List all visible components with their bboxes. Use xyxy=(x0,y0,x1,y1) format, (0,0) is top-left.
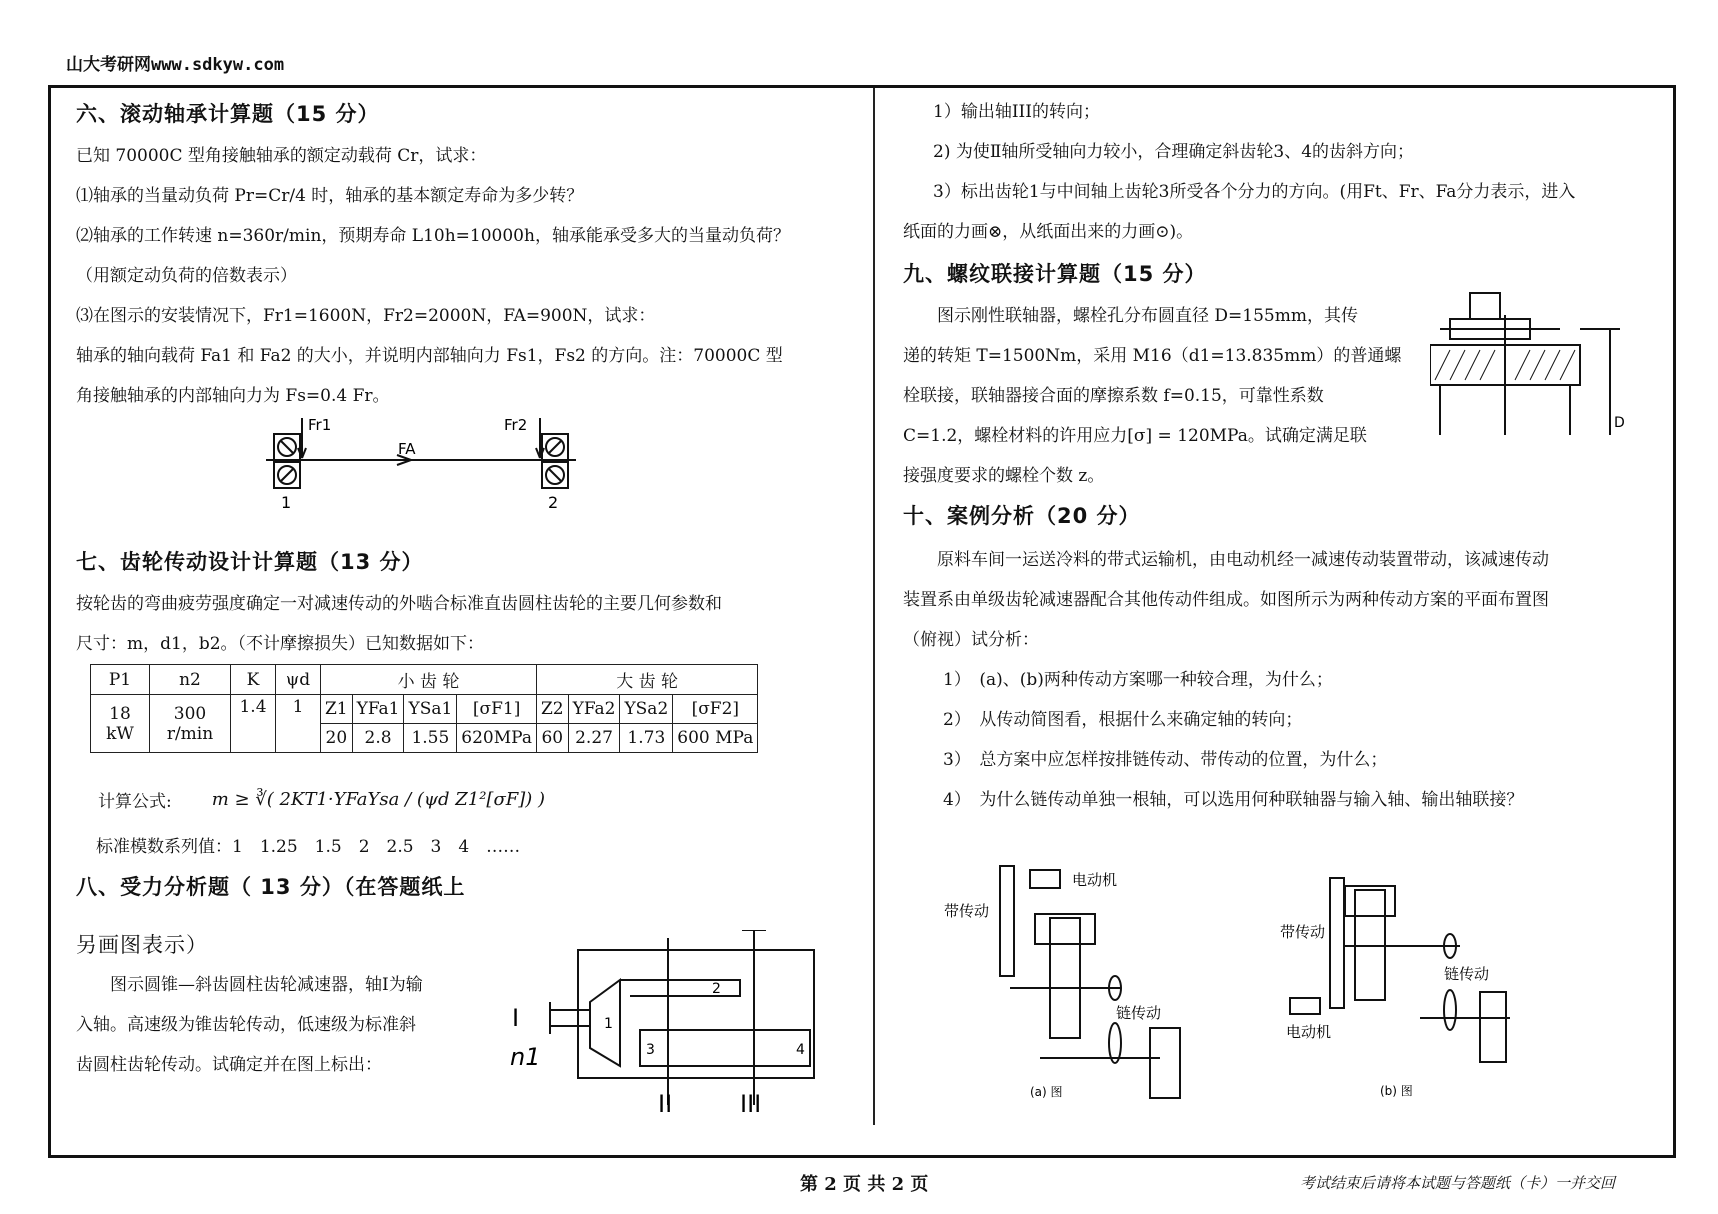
sec9-l4: C=1.2，螺栓材料的许用应力[σ] = 120MPa。试确定满足联 xyxy=(903,426,1367,446)
sec6-intro: 已知 70000C 型角接触轴承的额定动载荷 Cr，试求： xyxy=(76,146,487,166)
sec7-p2: 尺寸：m，d1，b2。（不计摩擦损失）已知数据如下： xyxy=(76,634,485,654)
th-psi: ψd xyxy=(276,665,321,695)
site-watermark: 山大考研网www.sdkyw.com xyxy=(66,55,285,75)
th-sf2: [σF2] xyxy=(673,695,758,724)
sec8-title: 八、受力分析题（ 13 分）（在答题纸上 xyxy=(76,875,466,899)
formula-row xyxy=(98,771,836,827)
cell-k: 1.4 xyxy=(231,695,276,753)
sec10-p1: 原料车间一运送冷料的带式运输机，由电动机经一减速传动装置带动，该减速传动 xyxy=(937,550,1549,570)
shaft-i-label: I xyxy=(512,1004,520,1032)
th-small-gear: 小 齿 轮 xyxy=(321,665,537,695)
gear-data-table xyxy=(90,664,758,753)
sec8-p2: 入轴。高速级为锥齿轮传动，低速级为标准斜 xyxy=(76,1015,416,1035)
gear4-label: 4 xyxy=(796,1042,805,1058)
sec10-p2: 装置系由单级齿轮减速器配合其他传动件组成。如图所示为两种传动方案的平面布置图 xyxy=(903,590,1549,610)
th-yfa2: YFa2 xyxy=(568,695,620,724)
sec9-l5: 接强度要求的螺栓个数 z。 xyxy=(903,466,1105,486)
standard-modules: 标准模数系列值：1 1.25 1.5 2 2.5 3 4 …… xyxy=(96,837,521,857)
bearing2-label: 2 xyxy=(548,493,559,512)
sec8-text xyxy=(76,965,486,1085)
sec8-p1: 图示圆锥—斜齿圆柱齿轮减速器，轴Ⅰ为输 xyxy=(110,975,423,995)
cell-p1: 18 kW xyxy=(91,695,150,753)
cell-sf1: 620MPa xyxy=(457,724,537,753)
th-ysa2: YSa2 xyxy=(620,695,673,724)
cell-yfa1: 2.8 xyxy=(352,724,404,753)
cell-z1: 20 xyxy=(321,724,353,753)
th-big-gear: 大 齿 轮 xyxy=(536,665,757,695)
sec9-l3: 栓联接，联轴器接合面的摩擦系数 f=0.15，可靠性系数 xyxy=(903,386,1324,406)
cell-n2: 300 r/min xyxy=(150,695,231,753)
fr1-label: Fr1 xyxy=(308,416,332,434)
scheme-b-motor: 电动机 xyxy=(1286,1023,1332,1041)
scheme-b-chain: 链传动 xyxy=(1444,965,1490,983)
return-note: 考试结束后请将本试题与答题纸（卡）一并交回 xyxy=(1300,1174,1616,1192)
sec10-q2: 2） 从传动简图看，根据什么来确定轴的转向； xyxy=(943,710,1303,730)
sec6-q3c: 角接触轴承的内部轴向力为 Fs=0.4 Fr。 xyxy=(76,386,390,406)
sec8-title2: 另画图表示） xyxy=(76,933,208,957)
module-formula: m ≥ ∛( 2KT1·YFaYsa / (ψd Z1²[σF]) ) xyxy=(211,788,546,810)
th-n2: n2 xyxy=(150,665,231,695)
fa-label: FA xyxy=(398,440,416,458)
sec8-r1: 1）输出轴III的转向； xyxy=(933,102,1100,122)
sec9-l2: 递的转矩 T=1500Nm，采用 M16（d1=13.835mm）的普通螺 xyxy=(903,346,1402,366)
sec10-title: 十、案例分析（20 分） xyxy=(903,504,1141,528)
sec8-r3: 3）标出齿轮1与中间轴上齿轮3所受各个分力的方向。(用Ft、Fr、Fa分力表示，进入 xyxy=(933,182,1576,202)
coupling-diagram xyxy=(1430,285,1630,445)
th-k: K xyxy=(231,665,276,695)
sec6-q2: ⑵轴承的工作转速 n=360r/min，预期寿命 L10h=10000h，轴承能承受多大的当量动负荷？ xyxy=(76,226,790,246)
sec8-p3: 齿圆柱齿轮传动。试确定并在图上标出： xyxy=(76,1055,382,1075)
sec7-title: 七、齿轮传动设计计算题（13 分） xyxy=(76,550,424,574)
formula-label: 计算公式: xyxy=(98,791,172,812)
n1-label: n1 xyxy=(510,1043,541,1071)
sec10-q1: 1） (a)、(b)两种传动方案哪一种较合理，为什么； xyxy=(943,670,1333,690)
th-p1: P1 xyxy=(91,665,150,695)
cell-psi: 1 xyxy=(276,695,321,753)
scheme-a-caption: (a) 图 xyxy=(1030,1085,1063,1099)
sec8-r4: 纸面的力画⊗，从纸面出来的力画⊙)。 xyxy=(903,222,1194,242)
sec9-title: 九、螺纹联接计算题（15 分） xyxy=(903,262,1207,286)
sec10-p3: （俯视）试分析： xyxy=(903,630,1039,650)
column-divider xyxy=(873,88,875,1125)
fr2-label: Fr2 xyxy=(504,416,528,434)
scheme-a-motor: 电动机 xyxy=(1072,871,1118,889)
shaft-ii-label: II xyxy=(658,1090,673,1118)
scheme-b-belt: 带传动 xyxy=(1280,923,1326,941)
page-number: 第 2 页 共 2 页 xyxy=(800,1174,929,1195)
bearing-diagram xyxy=(76,416,836,526)
cell-ysa2: 1.73 xyxy=(620,724,673,753)
reducer-diagram xyxy=(490,930,840,1120)
sec6-q3: ⑶在图示的安装情况下，Fr1=1600N，Fr2=2000N，FA=900N，试求： xyxy=(76,306,656,326)
gear1-label: 1 xyxy=(604,1016,613,1032)
sec6-q1: ⑴轴承的当量动负荷 Pr=Cr/4 时，轴承的基本额定寿命为多少转？ xyxy=(76,186,584,206)
sec7-p1: 按轮齿的弯曲疲劳强度确定一对减速传动的外啮合标准直齿圆柱齿轮的主要几何参数和 xyxy=(76,594,722,614)
scheme-a-diagram xyxy=(940,858,1250,1108)
sec9-text xyxy=(903,296,1423,496)
cell-z2: 60 xyxy=(536,724,568,753)
diameter-label: D xyxy=(1614,415,1625,431)
th-sf1: [σF1] xyxy=(457,695,537,724)
sec6-q3b: 轴承的轴向载荷 Fa1 和 Fa2 的大小，并说明内部轴向力 Fs1，Fs2 的方向。注：70000C 型 xyxy=(76,346,783,366)
th-z2: Z2 xyxy=(536,695,568,724)
scheme-a-belt: 带传动 xyxy=(944,902,990,920)
th-ysa1: YSa1 xyxy=(404,695,457,724)
sec9-l1: 图示刚性联轴器，螺栓孔分布圆直径 D=155mm，其传 xyxy=(937,306,1358,326)
sec8-r2: 2) 为使Ⅱ轴所受轴向力较小，合理确定斜齿轮3、4的齿斜方向； xyxy=(933,142,1415,162)
cell-yfa2: 2.27 xyxy=(568,724,620,753)
right-column xyxy=(903,92,1663,820)
shaft-iii-label: III xyxy=(740,1090,762,1118)
scheme-a-chain: 链传动 xyxy=(1116,1004,1162,1022)
sec10-q4: 4） 为什么链传动单独一根轴，可以选用何种联轴器与输入轴、输出轴联接？ xyxy=(943,790,1524,810)
sec6-title: 六、滚动轴承计算题（15 分） xyxy=(76,102,380,126)
cell-ysa1: 1.55 xyxy=(404,724,457,753)
th-yfa1: YFa1 xyxy=(352,695,404,724)
gear2-label: 2 xyxy=(712,981,721,997)
th-z1: Z1 xyxy=(321,695,353,724)
bearing1-label: 1 xyxy=(281,493,292,512)
cell-sf2: 600 MPa xyxy=(673,724,758,753)
scheme-b-diagram xyxy=(1270,870,1570,1110)
sec10-q3: 3） 总方案中应怎样按排链传动、带传动的位置，为什么； xyxy=(943,750,1388,770)
sec6-q2b: （用额定动负荷的倍数表示） xyxy=(76,266,297,286)
scheme-b-caption: (b) 图 xyxy=(1380,1084,1413,1098)
gear3-label: 3 xyxy=(646,1042,655,1058)
